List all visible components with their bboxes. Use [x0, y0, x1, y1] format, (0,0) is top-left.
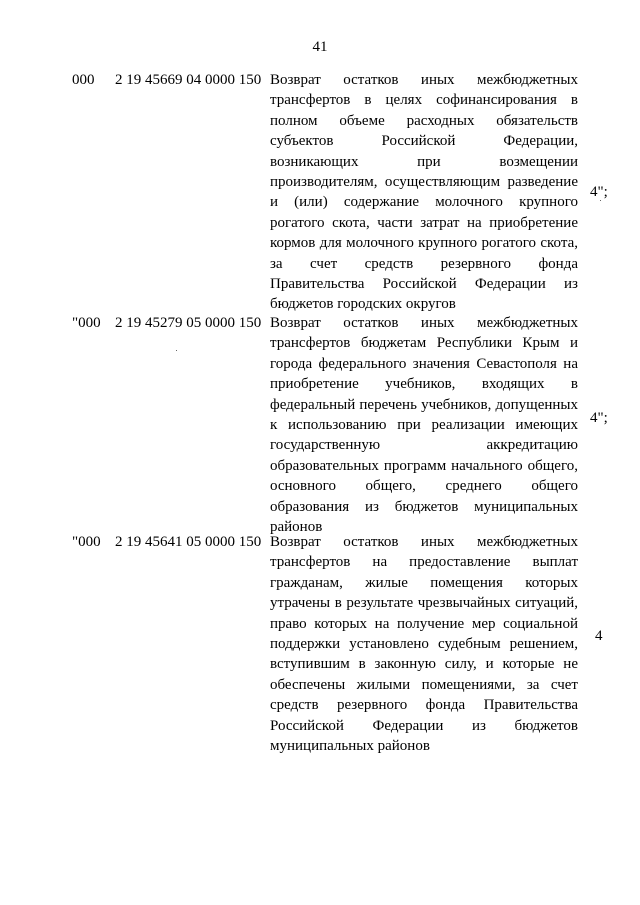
budget-classification-code: 2 19 45669 04 0000 150 — [115, 72, 262, 88]
revenue-name-line: производителям, осуществляющим разведение — [270, 173, 578, 190]
revenue-name-line: трансфертов бюджетам Республики Крым и — [270, 335, 578, 352]
revenue-name-line: трансфертов в целях софинансирования в — [270, 92, 578, 109]
admin-code: "000 — [72, 315, 101, 331]
revenue-name-line: Возврат остатков иных межбюджетных — [270, 315, 578, 331]
revenue-name-line: утрачены в результате чрезвычайных ситуаций, — [270, 595, 578, 612]
revenue-name-line: основного общего, среднего общего — [270, 478, 578, 495]
revenue-name-line: и (или) содержание молочного крупного — [270, 194, 578, 211]
revenue-name-line: полном объеме расходных обязательств — [270, 112, 578, 129]
revenue-name-line: федеральный перечень учебников, допущенных — [270, 396, 578, 413]
revenue-name-line: поддержки установлено судебным решением, — [270, 635, 578, 652]
revenue-name — [270, 70, 578, 315]
revenue-name-line: возникающих при возмещении — [270, 153, 578, 170]
revenue-name-line: Возврат остатков иных межбюджетных — [270, 534, 578, 550]
revenue-name-line: к использованию при реализации имеющих — [270, 416, 578, 433]
admin-code: 000 — [72, 72, 95, 88]
revenue-name-line: государственную аккредитацию — [270, 437, 578, 454]
revenue-name-line: обеспечены жилыми помещениями, за счет — [270, 676, 578, 693]
revenue-name-line: гражданам, жилые помещения которых — [270, 574, 578, 591]
revenue-name-line: за счет средств резервного фонда — [270, 255, 578, 272]
revenue-name-line: Российской Федерации из бюджетов — [270, 717, 578, 734]
revenue-name — [270, 313, 578, 537]
revenue-name-line: трансфертов на предоставление выплат — [270, 554, 578, 571]
revenue-name-line: бюджетов городских округов — [270, 296, 456, 313]
normative-value: 4"; — [590, 184, 608, 200]
revenue-name-line: Возврат остатков иных межбюджетных — [270, 72, 578, 88]
scan-speck — [600, 200, 601, 201]
budget-classification-code: 2 19 45279 05 0000 150 — [115, 315, 262, 331]
revenue-name-line: районов — [270, 518, 323, 535]
admin-code: "000 — [72, 534, 101, 550]
revenue-name — [270, 532, 578, 756]
revenue-name-line: субъектов Российской Федерации, — [270, 133, 578, 150]
page-number: 41 — [312, 39, 328, 55]
revenue-name-line: образовательных программ начального общего, — [270, 457, 578, 474]
revenue-name-line: право которых на получение мер социальной — [270, 615, 578, 632]
revenue-name-line: города федерального значения Севастополя на — [270, 355, 578, 372]
revenue-name-line: Правительства Российской Федерации из — [270, 275, 578, 292]
revenue-name-line: кормов для молочного крупного рогатого скота, — [270, 235, 578, 252]
revenue-name-line: вступившим в законную силу, и которые не — [270, 656, 578, 673]
normative-value: 4"; — [590, 410, 608, 426]
budget-classification-code: 2 19 45641 05 0000 150 — [115, 534, 262, 550]
revenue-name-line: приобретение учебников, входящих в — [270, 376, 578, 393]
revenue-name-line: рогатого скота, части затрат на приобретение — [270, 214, 578, 231]
scan-speck — [176, 350, 177, 351]
normative-value: 4 — [595, 628, 603, 644]
revenue-name-line: средств резервного фонда Правительства — [270, 697, 578, 714]
revenue-name-line: муниципальных районов — [270, 737, 430, 754]
revenue-name-line: образования из бюджетов муниципальных — [270, 498, 578, 515]
